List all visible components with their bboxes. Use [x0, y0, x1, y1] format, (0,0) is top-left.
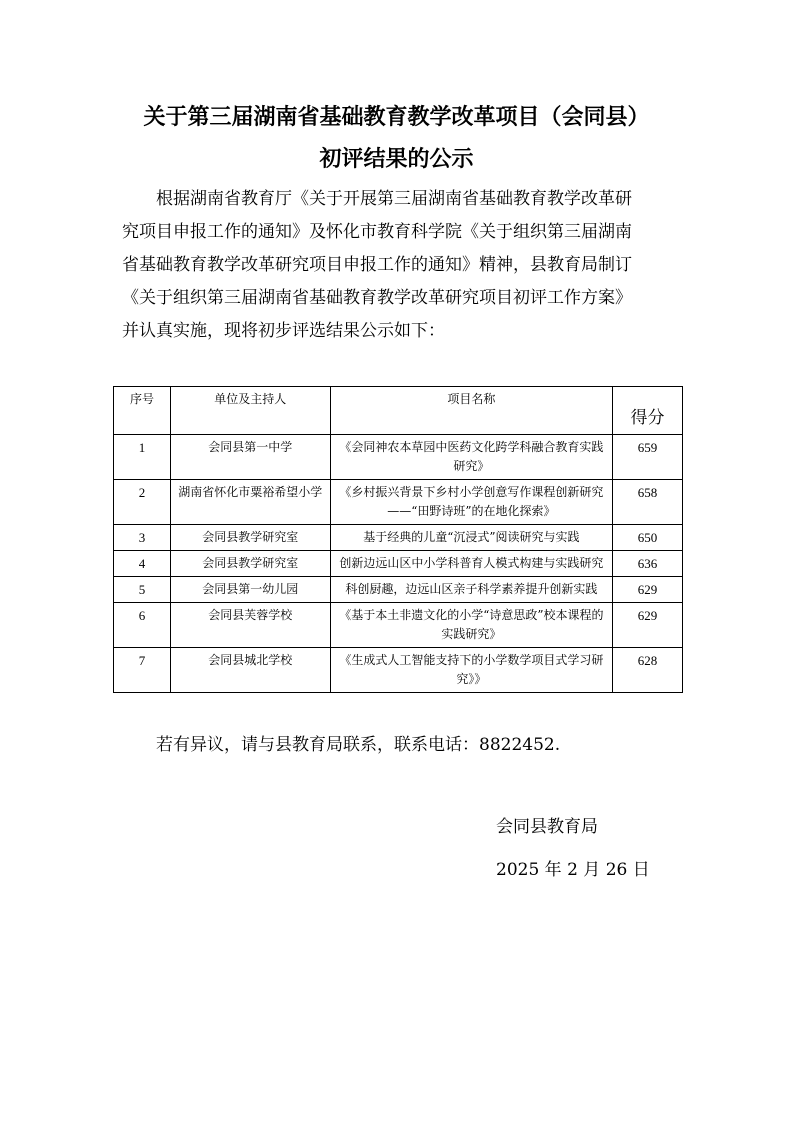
table-header-row: [114, 387, 683, 435]
row-no: 4: [114, 551, 171, 577]
table-row: [114, 577, 683, 603]
table-row: [114, 480, 683, 525]
header-no: 序号: [114, 387, 171, 435]
row-no: 3: [114, 525, 171, 551]
body-line-3: 省基础教育教学改革研究项目申报工作的通知》精神，县教育局制订: [122, 255, 632, 275]
issue-date: 2025 年 2 月 26 日: [496, 860, 650, 880]
row-no: 1: [114, 435, 171, 480]
row-project: 基于经典的儿童“沉浸式”阅读研究与实践: [330, 525, 612, 551]
table-row: [114, 648, 683, 693]
row-project: 《会同神农本草园中医药文化跨学科融合教育实践研究》: [330, 435, 612, 480]
table-row: [114, 435, 683, 480]
body-line-2: 究项目申报工作的通知》及怀化市教育科学院《关于组织第三届湖南: [122, 222, 632, 242]
row-unit: 会同县第一中学: [170, 435, 330, 480]
row-project: 《生成式人工智能支持下的小学数学项目式学习研究》》: [330, 648, 612, 693]
row-score: 628: [613, 648, 683, 693]
issuer-signature: 会同县教育局: [496, 817, 598, 837]
header-project: 项目名称: [330, 387, 612, 435]
row-unit: 会同县芙蓉学校: [170, 603, 330, 648]
table-row: [114, 525, 683, 551]
header-unit: 单位及主持人: [170, 387, 330, 435]
body-line-5: 并认真实施，现将初步评选结果公示如下：: [122, 321, 445, 341]
body-line-4: 《关于组织第三届湖南省基础教育教学改革研究项目初评工作方案》: [122, 288, 632, 308]
row-unit: 会同县城北学校: [170, 648, 330, 693]
body-paragraph: [122, 183, 692, 348]
table-row: [114, 603, 683, 648]
table-row: [114, 551, 683, 577]
row-score: 629: [613, 603, 683, 648]
row-project: 创新边远山区中小学科普育人模式构建与实践研究: [330, 551, 612, 577]
row-unit: 会同县第一幼儿园: [170, 577, 330, 603]
body-line-1: 根据湖南省教育厅《关于开展第三届湖南省基础教育教学改革研: [156, 189, 632, 209]
row-no: 6: [114, 603, 171, 648]
row-project: 《乡村振兴背景下乡村小学创意写作课程创新研究——“田野诗班”的在地化探索》: [330, 480, 612, 525]
row-score: 658: [613, 480, 683, 525]
row-no: 5: [114, 577, 171, 603]
row-score: 629: [613, 577, 683, 603]
header-score: 得分: [613, 387, 683, 435]
row-unit: 会同县教学研究室: [170, 551, 330, 577]
row-unit: 湖南省怀化市粟裕希望小学: [170, 480, 330, 525]
document-title-line-2: 初评结果的公示: [319, 147, 474, 172]
document-title-line-1: 关于第三届湖南省基础教育教学改革项目（会同县）: [143, 105, 650, 130]
row-unit: 会同县教学研究室: [170, 525, 330, 551]
row-score: 659: [613, 435, 683, 480]
row-score: 650: [613, 525, 683, 551]
row-project: 科创厨趣，边远山区亲子科学素养提升创新实践: [330, 577, 612, 603]
results-table: [113, 386, 683, 693]
row-project: 《基于本土非遗文化的小学“诗意思政”校本课程的实践研究》: [330, 603, 612, 648]
row-score: 636: [613, 551, 683, 577]
row-no: 2: [114, 480, 171, 525]
row-no: 7: [114, 648, 171, 693]
objection-contact-note: 若有异议，请与县教育局联系，联系电话：8822452.: [156, 735, 561, 755]
